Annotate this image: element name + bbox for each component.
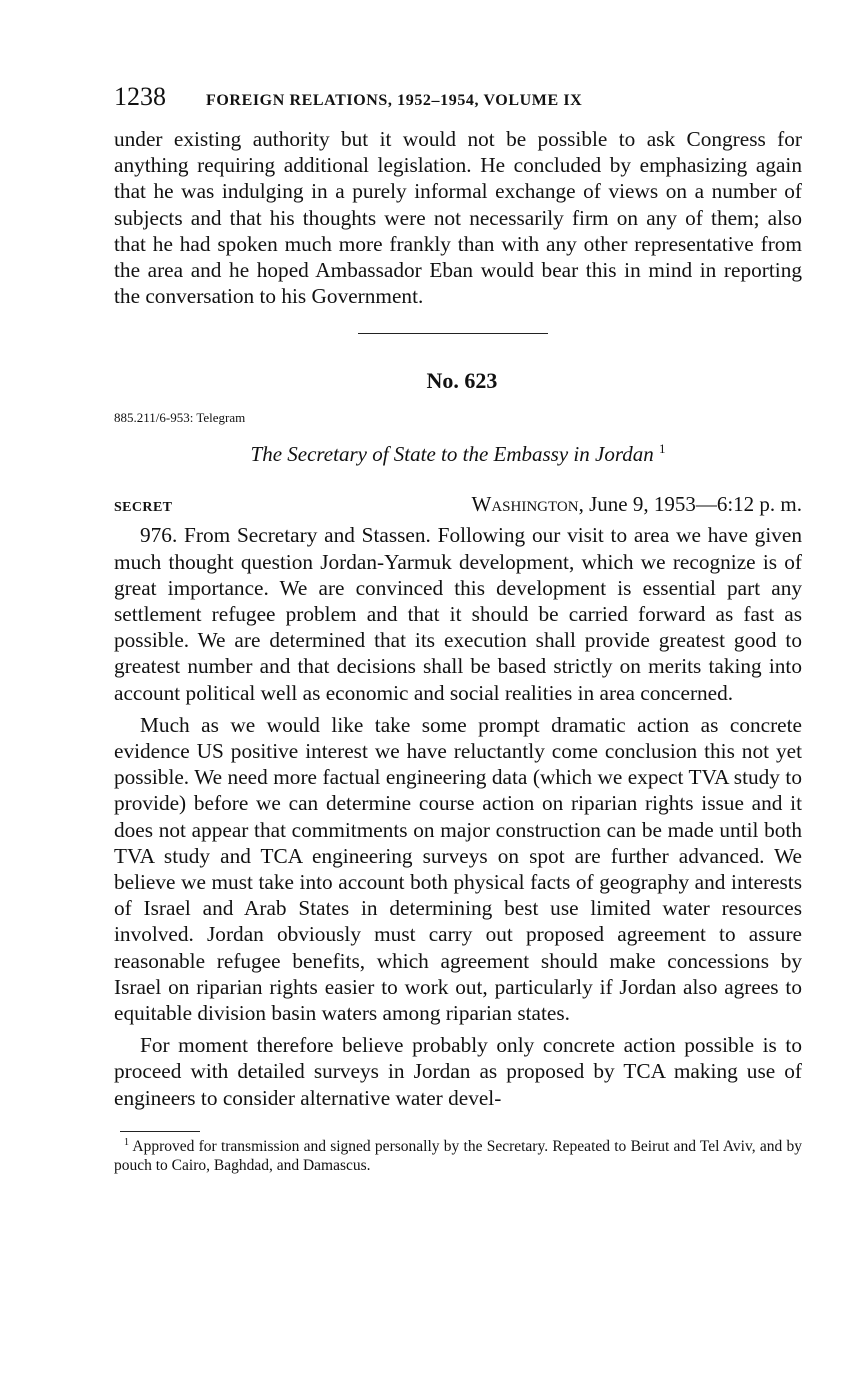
heading-footnote-marker: 1 xyxy=(658,441,666,457)
document-heading xyxy=(114,442,802,470)
place-name: Washington xyxy=(471,492,579,517)
section-divider xyxy=(358,333,548,334)
classification-label: SECRET xyxy=(114,500,173,516)
date-time: , June 9, 1953—6:12 p. m. xyxy=(578,492,802,517)
document-number: No. 623 xyxy=(426,368,498,394)
dateline xyxy=(114,492,802,520)
document-page xyxy=(114,82,802,1190)
running-head xyxy=(114,82,802,116)
running-title: FOREIGN RELATIONS, 1952–1954, VOLUME IX xyxy=(206,92,583,109)
body-paragraph: Much as we would like take some prompt dramatic action as concrete evidence US positive interest we have reluctantly come conclusion this not yet possible. We need more factual engineering data (which we expect TVA study to provide) before we can determine course action on riparian rights issue and it does not appear that commitments on major construction can be made until both TVA study and TCA engineering surveys on spot are further advanced. We believe we must take into account both physical facts of geography and interests of Israel and Arab States in determining best use limited water resources involved. Jordan obviously must carry out proposed agreement to assure reasonable refugee benefits, which agreement should make concessions by Israel on riparian rights easier to work out, particularly if Jordan also agrees to equitable division basin waters among riparian states. xyxy=(114,712,802,1026)
body-paragraph: 976. From Secretary and Stassen. Following our visit to area we have given much thought question Jordan-Yarmuk development, which we recognize is of great importance. We are convinced this development is essential part any settlement refugee problem and that it should be carried forward as fast as possible. We are determined that its execution shall provide greatest good to greatest number and that decisions shall be based strictly on merits taking into account political well as economic and social realities in area concerned. xyxy=(114,523,802,705)
continuation-paragraph: under existing authority but it would not be possible to ask Congress for anything requiring additional legislation. He concluded by emphasizing again that he was indulging in a purely informal exchange of views on a number of subjects and that his thoughts were not necessarily firm on any of them; also that he had spoken much more frankly than with any other representative from the area and he hoped Ambassador Eban would bear this in mind in reporting the conversation to his Government. xyxy=(114,127,802,309)
body-paragraph: For moment therefore believe probably only concrete action possible is to proceed with detailed surveys in Jordan as proposed by TCA making use of engineers to consider alternative water devel- xyxy=(114,1033,802,1110)
page-number: 1238 xyxy=(114,82,166,111)
file-reference: 885.211/6-953: Telegram xyxy=(114,410,246,426)
footnote xyxy=(114,1137,802,1175)
footnote-marker: 1 xyxy=(124,1136,129,1148)
footnote-text: Approved for transmission and signed personally by the Secretary. Repeated to Beirut and Tel Aviv, and by pouch to Cairo, Baghdad, and Damascus. xyxy=(114,1137,802,1174)
footnote-divider xyxy=(120,1131,200,1132)
place-date xyxy=(472,492,802,517)
document-heading-text: The Secretary of State to the Embassy in Jordan xyxy=(250,442,654,467)
